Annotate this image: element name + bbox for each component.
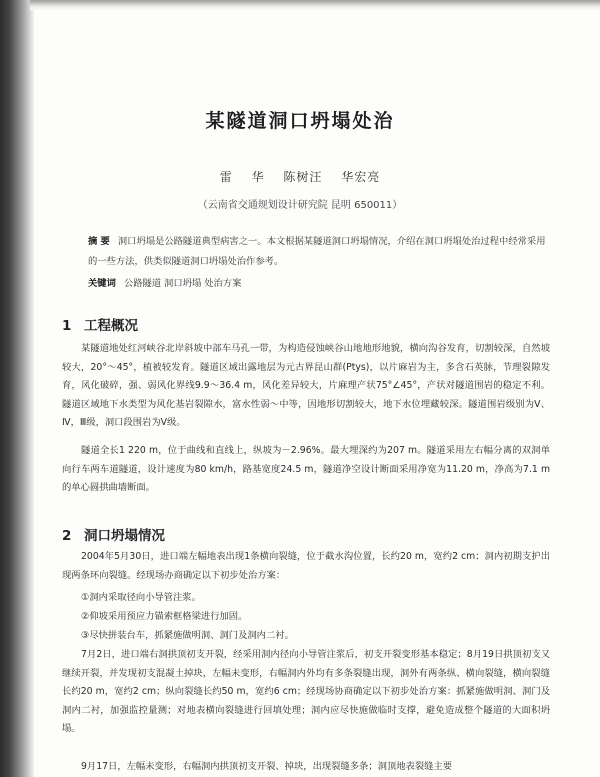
section-title: 洞口坍塌情况 — [84, 528, 165, 544]
keywords — [88, 275, 548, 289]
section-number: 2 — [62, 528, 72, 544]
paragraph: 9月17日，左幅未变形，右幅洞内拱顶初支开裂、掉块，出现裂缝多条；洞顶地表裂缝主要 — [81, 761, 453, 772]
paragraph: 2004年5月30日，进口端左幅地表出现1条横向裂缝，位于截水沟位置，长约20 m，宽约2 cm；洞内初期支护出现两条环向裂缝。经现场办商确定以下初步处治方案： — [62, 551, 550, 581]
section-2-heading — [62, 524, 165, 544]
section-1-heading — [62, 314, 138, 334]
abstract-text: 洞口坍塌是公路隧道典型病害之一。本文根据某隧道洞口坍塌情况，介绍在洞口坍塌处治过程中经常采用的一些方法，供类似隧道洞口坍塌处治作参考。 — [88, 236, 546, 267]
abstract-label: 摘 要 — [88, 236, 110, 247]
section-number: 1 — [62, 318, 72, 334]
paragraph: 某隧道地处红河峡谷北岸斜坡中部车马孔一带，为构造侵蚀峡谷山地地形地貌，横向沟谷发育，切割较深，自然坡较大，20°～45°，植被较发育。隧道区域出露地层为元古界昆山群(Ptys)，以片麻岩为主，多含石英脉，节理裂隙发育，风化破碎，强、弱风化界线9.9～36.4 m，风化差异较大，片麻理产状75°∠45°，产状对隧道围岩的稳定不利。隧道区域地下水类型为风化基岩裂隙水，富水性弱～中等，因地形切割较大，地下水位埋藏较深。隧道围岩级别为Ⅴ、Ⅳ，Ⅲ级，洞口段围岩为Ⅴ级。 — [62, 343, 550, 429]
list-item: ③尽快拼装台车，抓紧施做明洞、洞门及洞内二衬。 — [81, 630, 294, 641]
author-list: 雷 华 陈树汪 华宏亮 — [219, 170, 381, 184]
affiliation: （云南省交通规划设计研究院 昆明 650011） — [197, 200, 403, 211]
paragraph: 隧道全长1 220 m，位于曲线和直线上，纵坡为－2.96%。最大埋深约为207 m。隧道采用左右幅分离的双洞单向行车两车道隧道，设计速度为80 km/h，路基宽度24.5 m，隧道净空设计断面采用净宽为11.20 m，净高为7.1 m的单心圆拱曲墙断面。 — [62, 445, 550, 494]
list-item: ①洞内采取径向小导管注浆。 — [81, 592, 201, 603]
keywords-text: 公路隧道 洞口坍塌 处治方案 — [123, 278, 242, 289]
paragraph: 7月2日，进口端右洞拱顶初支开裂，经采用洞内径向小导管注浆后，初支开裂变形基本稳定；8月19日拱顶初支又继续开裂，并发现初支混凝土掉块，左幅未变形，右幅洞内外均有多条裂缝出现，洞外有两条纵、横向裂缝，横向裂缝长约20 m，宽约2 cm；纵向裂缝长约50 m，宽约6 cm；经现场协商确定以下初步处治方案：抓紧施做明洞、洞门及洞内二衬，加强监控量测；对地表横向裂缝进行回填处理；洞内应尽快施做临时支撑，避免造成整个隧道的大面积坍塌。 — [62, 649, 550, 735]
abstract — [88, 232, 548, 272]
scan-top-shadow — [30, 0, 600, 10]
keywords-label: 关键词 — [88, 278, 116, 289]
article-title: 某隧道洞口坍塌处治 — [205, 110, 395, 132]
section-title: 工程概况 — [84, 318, 138, 334]
list-item: ②仰坡采用预应力锚索框格梁进行加固。 — [81, 611, 248, 622]
